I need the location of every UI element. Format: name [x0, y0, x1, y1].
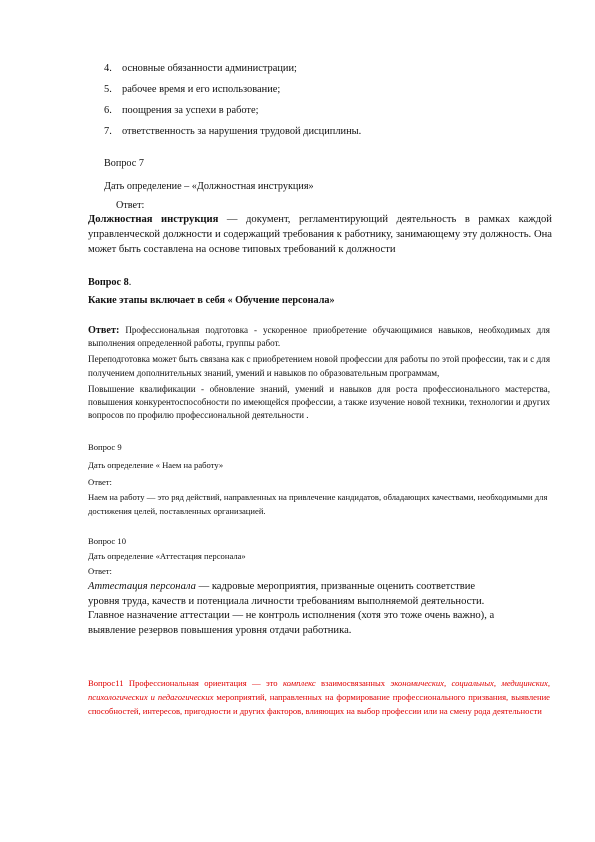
q11-part1: Вопрос11 Профессиональная ориентация — это: [88, 678, 283, 688]
q7-answer: [88, 212, 552, 258]
q8-heading-line: [88, 275, 131, 291]
q8-p1-text: Профессиональная подготовка - ускоренное приобретение обучающимися навыков, необходимых для выполнения определенной работы, группы работ.: [88, 325, 550, 349]
q7-answer-label: Ответ:: [116, 200, 145, 211]
q9-answer-label: Ответ:: [88, 477, 112, 487]
q10-line1-text: — кадровые мероприятия, призванные оценить соответствие: [195, 581, 476, 592]
q8-heading: Вопрос 8: [88, 277, 129, 288]
q8-answer: [88, 324, 550, 422]
q10-heading: Вопрос 10: [88, 536, 126, 546]
q10-line-1: [88, 580, 494, 595]
q10-line-3: Главное назначение аттестации — не контроль исполнения (хотя это тоже очень важно), а: [88, 610, 495, 621]
list-number: 4.: [104, 63, 112, 74]
q8-task: [88, 293, 335, 309]
q8-answer-label: Ответ:: [88, 325, 120, 336]
list-number: 6.: [104, 105, 112, 116]
q8-task-text: Какие этапы включает в себя « Обучение персонала»: [88, 295, 335, 306]
q7-definition: — документ, регламентирующий деятельность в рамках каждой управленческой должности и содержащий требования к работнику, занимающему эту должность. Она может быть составлена на основе типовых требований к должности: [88, 214, 552, 256]
list-text: основные обязанности администрации;: [122, 63, 297, 74]
q10-term: Аттестация персонала: [88, 581, 196, 592]
q8-paragraph-1: [88, 324, 550, 350]
q10-answer: [88, 580, 494, 638]
q9-task: Дать определение « Наем на работу»: [88, 460, 224, 470]
list-number: 5.: [104, 84, 112, 95]
q8-paragraph-3: Повышение квалификации - обновление знаний, умений и навыков для роста профессионального мастерства, повышения конкурентоспособности по имеющейся профессии, а также изучение новой техники, технологии и других вопросов по профилю профессиональной деятельности .: [88, 383, 550, 421]
list-text: поощрения за успехи в работе;: [122, 105, 259, 116]
list-item: [104, 83, 361, 104]
list-number: 7.: [104, 126, 112, 137]
list-item: [104, 104, 361, 125]
q10-task: Дать определение «Аттестация персонала»: [88, 551, 246, 561]
q7-task: Дать определение – «Должностная инструкция»: [104, 181, 314, 192]
q7-heading: Вопрос 7: [104, 158, 144, 169]
q7-term: Должностная инструкция: [88, 214, 219, 225]
q10-line-2: уровня труда, качеств и потенциала личности требованиям выполняемой деятельности.: [88, 595, 485, 607]
q11-part5: мероприятий, направленных на формирование профессионального призвания, выявление способностей, интересов, пригодности и других факторов, влияющих на выбор профессии или на смену рода деятельности: [88, 691, 550, 716]
q9-heading: Вопрос 9: [88, 442, 122, 452]
q11-part3: взаимосвязанных: [315, 678, 391, 688]
list-text: ответственность за нарушения трудовой дисциплины.: [122, 126, 362, 137]
q8-paragraph-2: Переподготовка может быть связана как с приобретением новой профессии для работы по этой профессии, так и с для получением дополнительных знаний, умений и навыков по образовательным программам,: [88, 354, 550, 378]
list-item: [104, 62, 361, 83]
list-text: рабочее время и его использование;: [122, 84, 281, 95]
q9-definition: Наем на работу — это ряд действий, направленных на привлечение кандидатов, обладающих качествами, необходимыми для достижения целей, поставленных организацией.: [88, 492, 548, 516]
numbered-list: [104, 62, 361, 146]
q10-answer-label: Ответ:: [88, 566, 112, 576]
q11-part4: экономических, социальных, медицинских, психологических и педагогических: [88, 678, 551, 702]
q11-part2: комплекс: [282, 678, 316, 688]
list-item: [104, 125, 361, 146]
q8-heading-dot: .: [128, 277, 132, 288]
q11-paragraph: [88, 677, 550, 718]
q10-line-4: выявление резервов повышения уровня отдачи работника.: [88, 624, 352, 636]
